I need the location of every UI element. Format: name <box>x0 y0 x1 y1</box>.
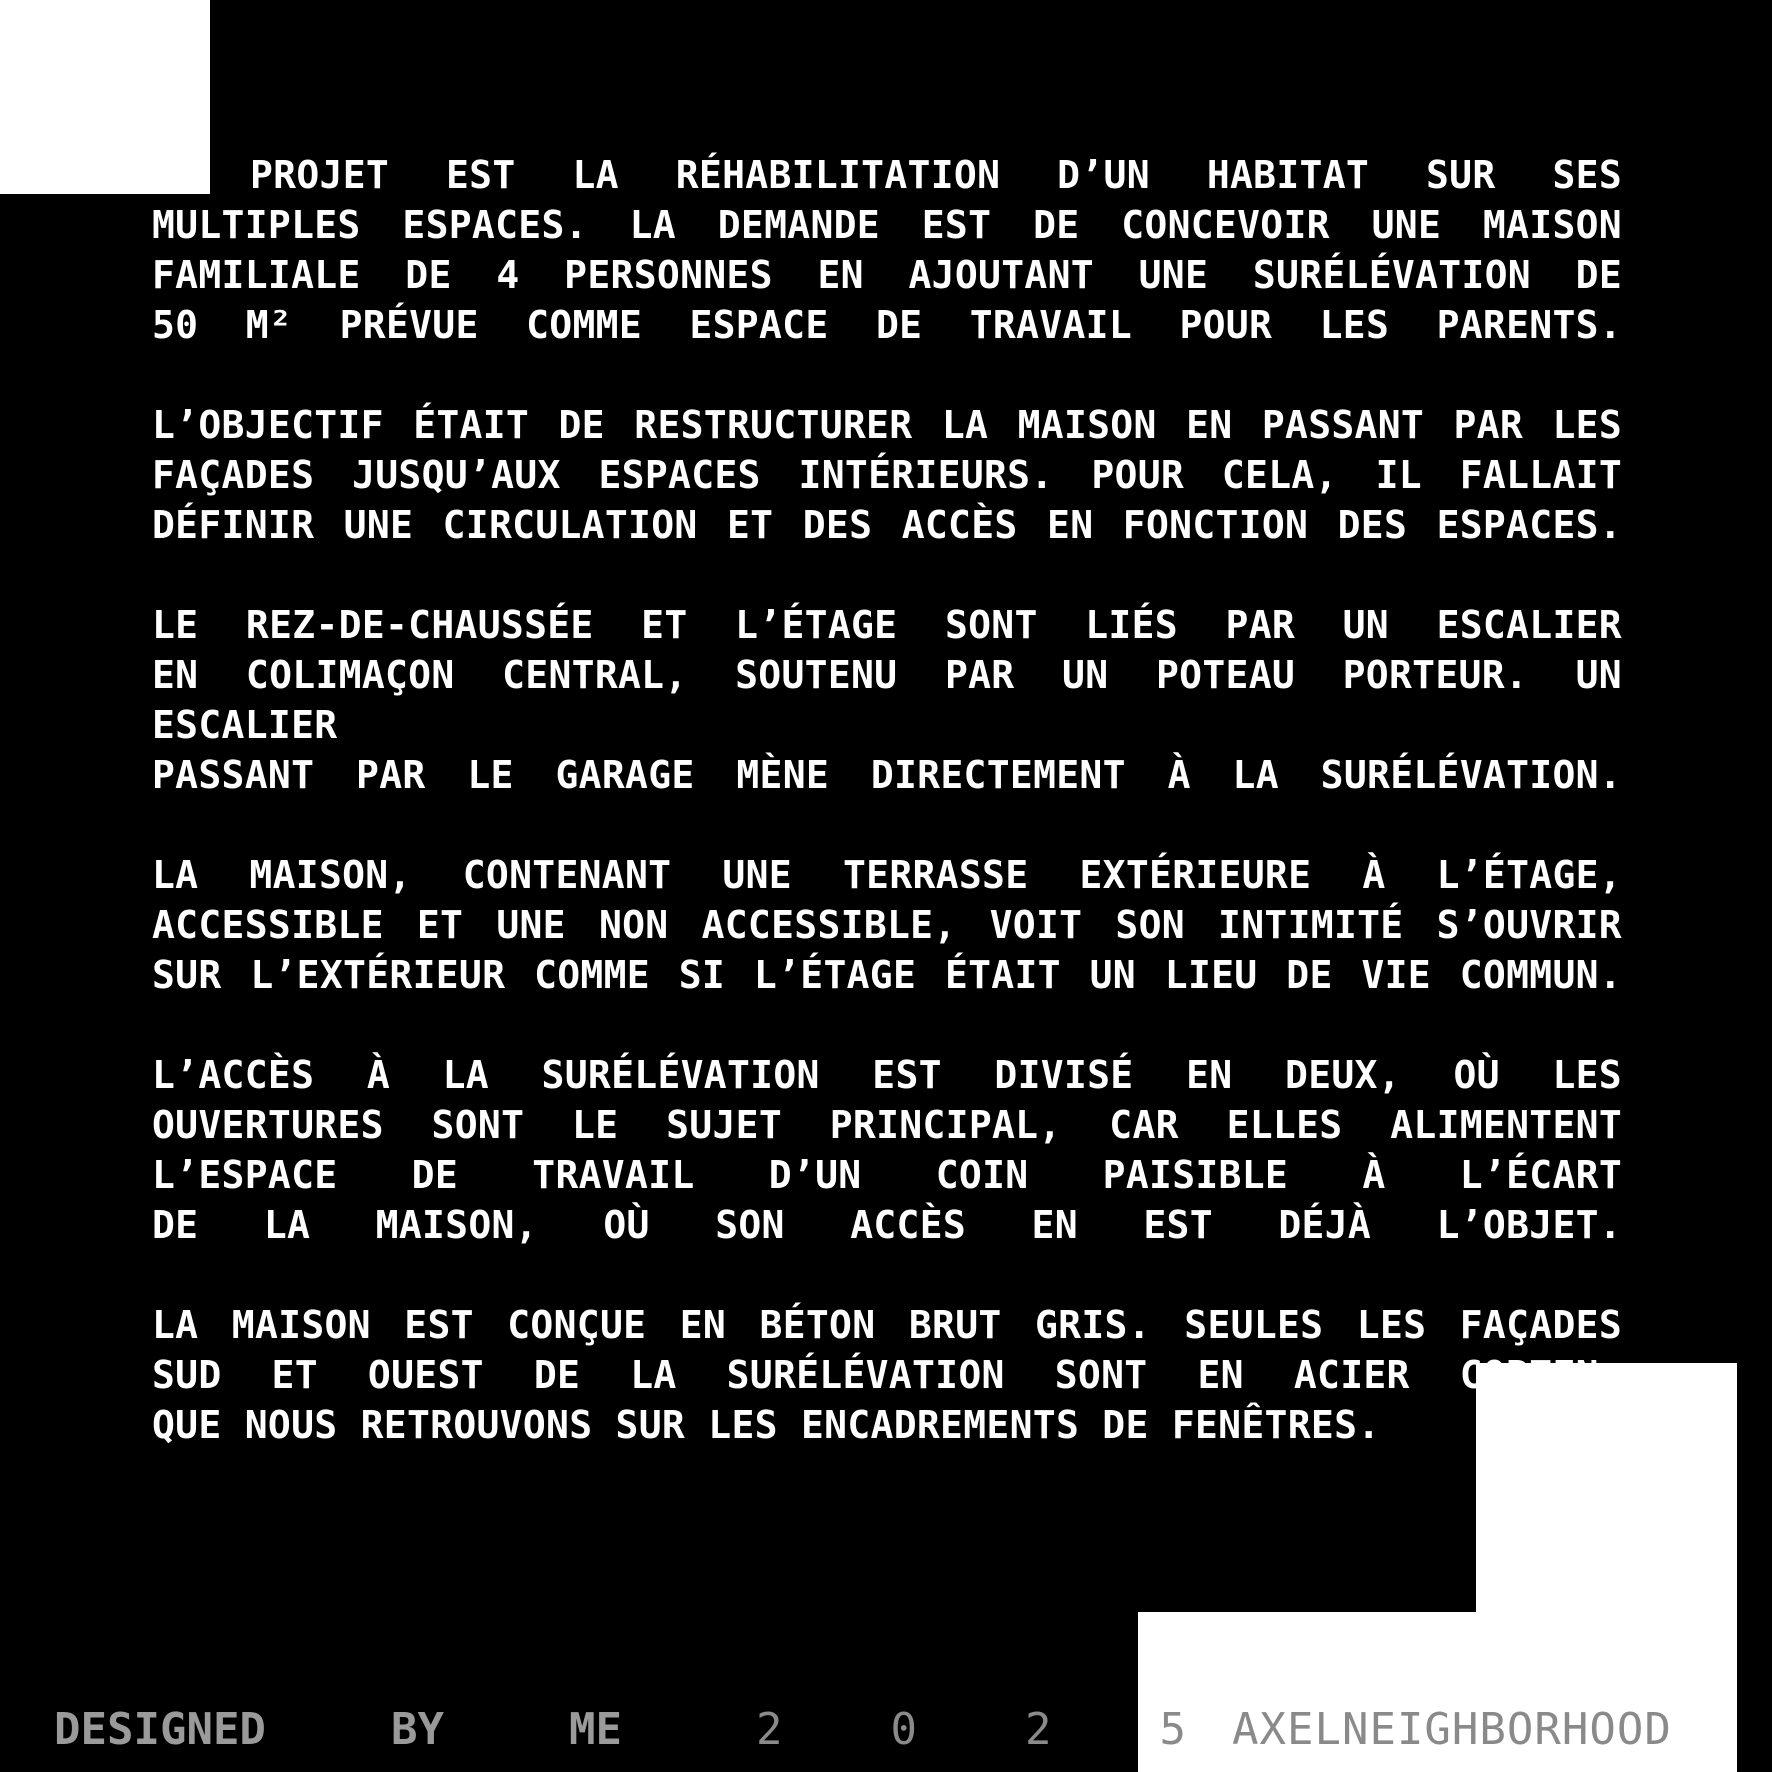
body-text <box>152 150 1622 1500</box>
footer-year <box>756 1700 1186 1760</box>
text-line: L’OBJECTIF ÉTAIT DE RESTRUCTURER LA MAISON EN PASSANT PAR LES <box>152 403 1622 447</box>
text-line: L’ESPACE DE TRAVAIL D’UN COIN PAISIBLE À L’ÉCART <box>152 1153 1622 1197</box>
footer-word: BY <box>390 1704 444 1755</box>
text-line: L’ACCÈS À LA SURÉLÉVATION EST DIVISÉ EN DEUX, OÙ LES <box>152 1053 1622 1097</box>
text-line: SUD ET OUEST DE LA SURÉLÉVATION SONT EN ACIER CORTEN, <box>152 1353 1622 1397</box>
text-line: DE LA MAISON, OÙ SON ACCÈS EN EST DÉJÀ L’OBJET. <box>152 1203 1622 1247</box>
text-line: FAMILIALE DE 4 PERSONNES EN AJOUTANT UNE SURÉLÉVATION DE <box>152 253 1622 297</box>
paragraph <box>152 1050 1622 1250</box>
year-digit: 2 <box>1025 1704 1052 1755</box>
year-digit: 0 <box>890 1704 917 1755</box>
text-line: DÉFINIR UNE CIRCULATION ET DES ACCÈS EN FONCTION DES ESPACES. <box>152 503 1622 547</box>
text-line: FAÇADES JUSQU’AUX ESPACES INTÉRIEURS. POUR CELA, IL FALLAIT <box>152 453 1622 497</box>
text-line: LA MAISON, CONTENANT UNE TERRASSE EXTÉRIEURE À L’ÉTAGE, <box>152 853 1622 897</box>
footer-designed-by <box>54 1700 622 1760</box>
text-line: ACCESSIBLE ET UNE NON ACCESSIBLE, VOIT SON INTIMITÉ S’OUVRIR <box>152 903 1622 947</box>
text-line: PROJET EST LA RÉHABILITATION D’UN HABITAT SUR SES <box>250 153 1622 197</box>
footer-word: DESIGNED <box>54 1704 266 1755</box>
text-line: OUVERTURES SONT LE SUJET PRINCIPAL, CAR ELLES ALIMENTENT <box>152 1103 1622 1147</box>
text-line: LA MAISON EST CONÇUE EN BÉTON BRUT GRIS. SEULES LES FAÇADES <box>152 1303 1622 1347</box>
text-line: QUE NOUS RETROUVONS SUR LES ENCADREMENTS DE FENÊTRES. <box>152 1403 1381 1447</box>
text-line: LE REZ-DE-CHAUSSÉE ET L’ÉTAGE SONT LIÉS PAR UN ESCALIER <box>152 603 1622 647</box>
paragraph <box>152 400 1622 550</box>
footer <box>54 1700 1734 1760</box>
text-line: EN COLIMAÇON CENTRAL, SOUTENU PAR UN POTEAU PORTEUR. UN ESCALIER <box>152 653 1622 747</box>
year-digit: 5 <box>1159 1704 1186 1755</box>
text-line: MULTIPLES ESPACES. LA DEMANDE EST DE CONCEVOIR UNE MAISON <box>152 203 1622 247</box>
paragraph <box>152 150 1622 350</box>
paragraph <box>152 850 1622 1000</box>
text-line: PASSANT PAR LE GARAGE MÈNE DIRECTEMENT À LA SURÉLÉVATION. <box>152 753 1622 797</box>
footer-brand: AXELNEIGHBORHOOD <box>1232 1704 1672 1755</box>
paragraph <box>152 600 1622 800</box>
footer-word: ME <box>569 1704 622 1755</box>
text-line: 50 M² PRÉVUE COMME ESPACE DE TRAVAIL POUR LES PARENTS. <box>152 303 1622 347</box>
paragraph <box>152 1300 1622 1450</box>
text-line: SUR L’EXTÉRIEUR COMME SI L’ÉTAGE ÉTAIT UN LIEU DE VIE COMMUN. <box>152 953 1622 997</box>
year-digit: 2 <box>756 1704 783 1755</box>
